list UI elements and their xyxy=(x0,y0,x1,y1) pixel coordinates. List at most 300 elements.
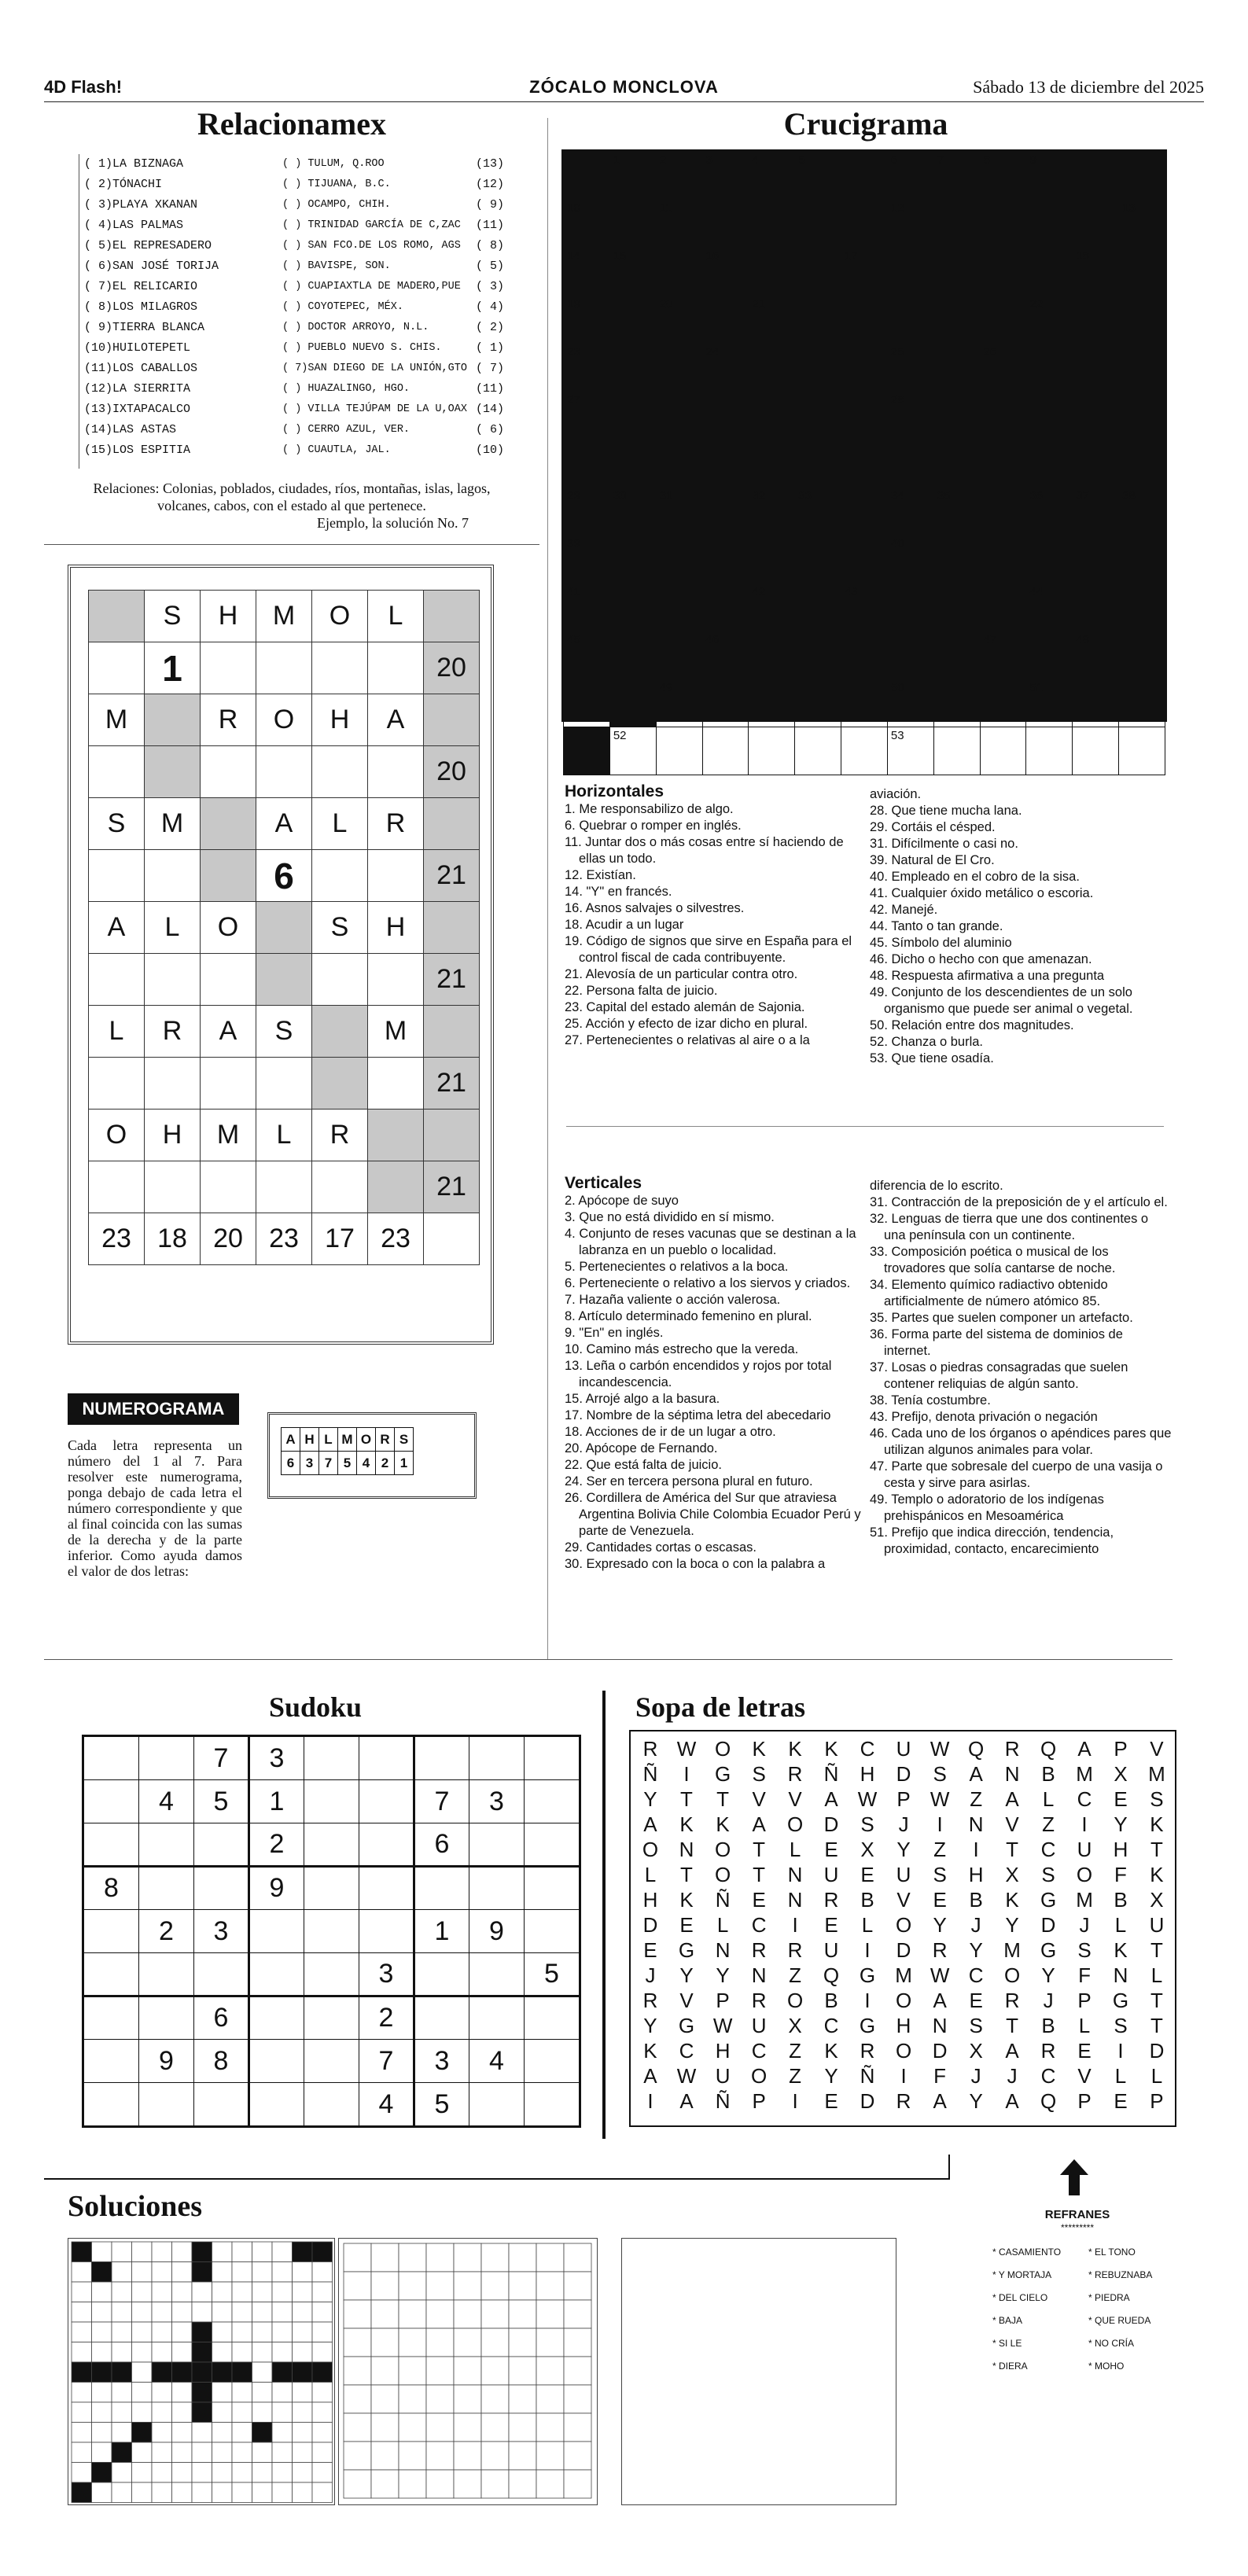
numerograma-sum[interactable]: 21 xyxy=(424,1058,480,1110)
crossword-cell[interactable] xyxy=(841,679,888,727)
word-search-letter[interactable]: P xyxy=(716,1988,730,2012)
sudoku-cell[interactable]: 5 xyxy=(194,1780,249,1823)
sudoku-cell[interactable]: 4 xyxy=(359,2083,414,2126)
crossword-cell[interactable]: 28 xyxy=(887,392,933,440)
numerograma-cell[interactable] xyxy=(89,954,145,1006)
word-search-letter[interactable]: X xyxy=(969,2038,983,2063)
word-search-letter[interactable]: T xyxy=(680,1862,693,1886)
crossword-cell[interactable] xyxy=(749,679,795,727)
sudoku-cell[interactable] xyxy=(304,1823,359,1867)
word-search-letter[interactable]: W xyxy=(930,1736,950,1761)
crossword-cell[interactable] xyxy=(887,631,933,679)
crossword-cell[interactable] xyxy=(702,535,749,583)
crossword-cell[interactable]: 36 xyxy=(1026,488,1073,535)
word-search-letter[interactable]: S xyxy=(1150,1787,1164,1811)
crossword-cell[interactable] xyxy=(980,200,1026,248)
numerograma-cell[interactable]: L xyxy=(145,902,201,954)
word-search-letter[interactable]: J xyxy=(645,1963,656,1987)
numerograma-cell[interactable]: S xyxy=(312,902,368,954)
word-search-letter[interactable]: N xyxy=(1004,1761,1020,1786)
sudoku-cell[interactable]: 3 xyxy=(414,2040,469,2083)
numerograma-sum[interactable]: 20 xyxy=(424,746,480,798)
numerograma-sum[interactable] xyxy=(424,1006,480,1058)
word-search-letter[interactable]: J xyxy=(970,1912,981,1937)
word-search-letter[interactable]: V xyxy=(1005,1812,1019,1836)
word-search-letter[interactable]: T xyxy=(1006,1837,1019,1861)
sudoku-cell[interactable] xyxy=(249,1953,304,1996)
crossword-cell[interactable]: 46 xyxy=(702,631,749,679)
crossword-block[interactable] xyxy=(1026,440,1073,488)
sudoku-cell[interactable]: 3 xyxy=(469,1780,525,1823)
crossword-cell[interactable] xyxy=(656,344,702,392)
crossword-cell[interactable] xyxy=(1119,392,1165,440)
word-search-letter[interactable]: W xyxy=(930,1963,950,1987)
word-search-letter[interactable]: B xyxy=(1041,1761,1055,1786)
word-search-letter[interactable]: R xyxy=(823,1887,839,1912)
word-search-letter[interactable]: A xyxy=(824,1787,838,1811)
sudoku-cell[interactable] xyxy=(525,1780,580,1823)
numerograma-sum[interactable]: 20 xyxy=(424,642,480,694)
word-search-letter[interactable]: N xyxy=(751,1963,767,1987)
numerograma-cell[interactable] xyxy=(256,746,312,798)
crossword-cell[interactable]: 3 xyxy=(702,152,749,200)
word-search-letter[interactable]: L xyxy=(1114,1912,1127,1937)
numerograma-cell[interactable]: H xyxy=(312,694,368,746)
crossword-cell[interactable] xyxy=(1026,631,1073,679)
numerograma-cell[interactable]: 6 xyxy=(256,850,312,902)
sudoku-cell[interactable]: 8 xyxy=(194,2040,249,2083)
word-search-letter[interactable]: R xyxy=(932,1938,948,1962)
word-search-letter[interactable]: U xyxy=(1149,1912,1165,1937)
numerograma-cell[interactable] xyxy=(145,694,201,746)
word-search-letter[interactable]: Ñ xyxy=(823,1761,839,1786)
crossword-cell[interactable] xyxy=(933,727,980,775)
sudoku-cell[interactable]: 7 xyxy=(194,1737,249,1780)
crossword-cell[interactable]: 23 xyxy=(564,344,610,392)
word-search-letter[interactable]: R xyxy=(1004,1736,1020,1761)
crossword-cell[interactable]: 32 xyxy=(749,488,795,535)
word-search-letter[interactable]: K xyxy=(752,1736,766,1761)
crossword-cell[interactable] xyxy=(1073,583,1119,631)
crossword-cell[interactable] xyxy=(980,679,1026,727)
word-search-letter[interactable]: Y xyxy=(896,1837,911,1861)
word-search-letter[interactable]: M xyxy=(895,1963,912,1987)
sudoku-cell[interactable] xyxy=(359,1867,414,1910)
word-search-letter[interactable]: K xyxy=(1005,1887,1019,1912)
crossword-cell[interactable] xyxy=(749,344,795,392)
sudoku-cell[interactable]: 9 xyxy=(249,1867,304,1910)
word-search-letter[interactable]: Y xyxy=(679,1963,694,1987)
word-search-letter[interactable]: N xyxy=(968,1812,984,1836)
crossword-cell[interactable] xyxy=(933,535,980,583)
word-search-letter[interactable]: S xyxy=(752,1761,766,1786)
sudoku-cell[interactable]: 9 xyxy=(469,1910,525,1953)
word-search-letter[interactable]: F xyxy=(1078,1963,1091,1987)
numerograma-cell[interactable]: M xyxy=(368,1006,424,1058)
numerograma-sum[interactable] xyxy=(424,902,480,954)
crossword-cell[interactable] xyxy=(702,488,749,535)
word-search-letter[interactable]: K xyxy=(679,1887,694,1912)
word-search-letter[interactable]: E xyxy=(824,1837,838,1861)
word-search-letter[interactable]: U xyxy=(1077,1837,1092,1861)
word-search-letter[interactable]: J xyxy=(1043,1988,1054,2012)
crossword-cell[interactable] xyxy=(656,727,702,775)
word-search-letter[interactable]: N xyxy=(679,1837,694,1861)
crossword-cell[interactable]: 51 xyxy=(1026,679,1073,727)
word-search-letter[interactable]: S xyxy=(1077,1938,1092,1962)
sudoku-cell[interactable] xyxy=(194,1867,249,1910)
numerograma-sum[interactable]: 23 xyxy=(368,1213,424,1265)
word-search-letter[interactable]: H xyxy=(1113,1837,1128,1861)
word-search-letter[interactable]: N xyxy=(787,1862,803,1886)
crossword-cell[interactable] xyxy=(1119,344,1165,392)
crossword-cell[interactable]: 10 xyxy=(564,200,610,248)
numerograma-cell[interactable] xyxy=(368,1161,424,1213)
sudoku-cell[interactable] xyxy=(249,2083,304,2126)
word-search-letter[interactable]: U xyxy=(896,1862,911,1886)
word-search-letter[interactable]: A xyxy=(1005,2088,1019,2113)
crossword-cell[interactable]: 21 xyxy=(749,296,795,344)
numerograma-cell[interactable]: M xyxy=(145,798,201,850)
word-search-letter[interactable]: S xyxy=(933,1761,947,1786)
numerograma-cell[interactable]: M xyxy=(256,591,312,642)
word-search-letter[interactable]: K xyxy=(824,1736,838,1761)
word-search-letter[interactable]: Q xyxy=(1040,1736,1057,1761)
word-search-letter[interactable]: V xyxy=(1150,1736,1164,1761)
word-search-letter[interactable]: G xyxy=(678,1938,695,1962)
numerograma-cell[interactable]: 1 xyxy=(145,642,201,694)
numerograma-sum[interactable]: 21 xyxy=(424,954,480,1006)
word-search-letter[interactable]: Y xyxy=(643,2013,657,2037)
crossword-block[interactable] xyxy=(1119,152,1165,200)
crossword-cell[interactable]: 14 xyxy=(564,248,610,296)
numerograma-cell[interactable]: A xyxy=(89,902,145,954)
word-search-letter[interactable]: Ñ xyxy=(715,1887,731,1912)
crossword-cell[interactable] xyxy=(1119,583,1165,631)
word-search-letter[interactable]: Y xyxy=(1005,1912,1019,1937)
crossword-cell[interactable] xyxy=(1026,727,1073,775)
word-search-letter[interactable]: H xyxy=(642,1887,658,1912)
word-search-letter[interactable]: C xyxy=(823,2013,839,2037)
numerograma-sum[interactable]: 23 xyxy=(89,1213,145,1265)
crossword-cell[interactable] xyxy=(933,631,980,679)
sudoku-cell[interactable] xyxy=(525,1867,580,1910)
word-search-letter[interactable]: N xyxy=(715,1938,731,1962)
sudoku-cell[interactable] xyxy=(414,1737,469,1780)
word-search-letter[interactable]: S xyxy=(969,2013,983,2037)
crossword-cell[interactable] xyxy=(980,535,1026,583)
word-search-letter[interactable]: V xyxy=(752,1787,766,1811)
numerograma-sum[interactable] xyxy=(424,1110,480,1161)
word-search-letter[interactable]: D xyxy=(860,2088,875,2113)
numerograma-cell[interactable] xyxy=(201,850,256,902)
word-search-letter[interactable]: G xyxy=(1040,1938,1057,1962)
sudoku-cell[interactable] xyxy=(304,1996,359,2040)
sudoku-cell[interactable]: 6 xyxy=(414,1823,469,1867)
crossword-cell[interactable] xyxy=(980,488,1026,535)
crossword-cell[interactable] xyxy=(749,200,795,248)
crossword-cell[interactable]: 34 xyxy=(887,488,933,535)
numerograma-cell[interactable]: H xyxy=(201,591,256,642)
word-search-letter[interactable]: T xyxy=(1150,2013,1163,2037)
word-search-letter[interactable]: T xyxy=(1150,1938,1163,1962)
word-search-letter[interactable]: L xyxy=(1150,1963,1163,1987)
word-search-letter[interactable]: E xyxy=(933,1887,947,1912)
numerograma-sum[interactable] xyxy=(424,798,480,850)
word-search-letter[interactable]: Y xyxy=(933,1912,947,1937)
word-search-letter[interactable]: T xyxy=(1150,1988,1163,2012)
numerograma-sum[interactable] xyxy=(424,591,480,642)
crossword-cell[interactable] xyxy=(702,296,749,344)
crossword-cell[interactable]: 35 xyxy=(933,488,980,535)
crossword-block[interactable] xyxy=(609,200,656,248)
numerograma-cell[interactable]: L xyxy=(312,798,368,850)
sudoku-cell[interactable] xyxy=(359,1910,414,1953)
word-search-letter[interactable]: H xyxy=(896,2013,911,2037)
word-search-letter[interactable]: V xyxy=(679,1988,694,2012)
word-search-letter[interactable]: P xyxy=(1077,1988,1092,2012)
crossword-cell[interactable]: 39 xyxy=(564,535,610,583)
word-search-letter[interactable]: O xyxy=(1003,1963,1021,1987)
crossword-cell[interactable] xyxy=(1073,679,1119,727)
word-search-letter[interactable]: T xyxy=(753,1862,766,1886)
crossword-cell[interactable] xyxy=(1073,200,1119,248)
word-search-letter[interactable]: M xyxy=(1076,1761,1093,1786)
word-search-letter[interactable]: K xyxy=(824,2038,838,2063)
sudoku-cell[interactable] xyxy=(249,1910,304,1953)
sudoku-cell[interactable] xyxy=(525,2083,580,2126)
crossword-cell[interactable] xyxy=(609,583,656,631)
word-search-letter[interactable]: A xyxy=(933,1988,947,2012)
word-search-letter[interactable]: M xyxy=(1148,1761,1165,1786)
crossword-cell[interactable] xyxy=(749,631,795,679)
crossword-cell[interactable]: 8 xyxy=(980,152,1026,200)
crossword-cell[interactable] xyxy=(656,583,702,631)
numerograma-cell[interactable] xyxy=(89,591,145,642)
sudoku-cell[interactable] xyxy=(525,1996,580,2040)
numerograma-cell[interactable]: R xyxy=(312,1110,368,1161)
numerograma-cell[interactable]: A xyxy=(368,694,424,746)
word-search-letter[interactable]: G xyxy=(678,2013,695,2037)
sudoku-cell[interactable] xyxy=(304,1780,359,1823)
word-search-letter[interactable]: E xyxy=(860,1862,874,1886)
sudoku-cell[interactable]: 1 xyxy=(414,1910,469,1953)
crossword-cell[interactable]: 19 xyxy=(564,296,610,344)
word-search-letter[interactable]: D xyxy=(896,1761,911,1786)
numerograma-sum[interactable] xyxy=(424,694,480,746)
crossword-cell[interactable]: 47 xyxy=(980,631,1026,679)
crossword-cell[interactable] xyxy=(887,583,933,631)
word-search-letter[interactable]: F xyxy=(1114,1862,1127,1886)
crossword-cell[interactable] xyxy=(749,392,795,440)
crossword-cell[interactable] xyxy=(702,392,749,440)
crossword-cell[interactable] xyxy=(702,440,749,488)
crossword-cell[interactable]: 22 xyxy=(1026,296,1073,344)
numerograma-cell[interactable]: R xyxy=(145,1006,201,1058)
word-search-letter[interactable]: E xyxy=(679,1912,694,1937)
crossword-block[interactable] xyxy=(702,583,749,631)
crossword-cell[interactable]: 4 xyxy=(749,152,795,200)
numerograma-cell[interactable] xyxy=(256,954,312,1006)
word-search-letter[interactable]: O xyxy=(714,1862,731,1886)
word-search-letter[interactable]: G xyxy=(859,1963,876,1987)
word-search-letter[interactable]: L xyxy=(716,1912,729,1937)
crossword-block[interactable] xyxy=(609,679,656,727)
word-search-letter[interactable]: O xyxy=(895,2038,912,2063)
word-search-letter[interactable]: R xyxy=(751,1988,767,2012)
sudoku-cell[interactable] xyxy=(304,1953,359,1996)
word-search-letter[interactable]: X xyxy=(860,1837,874,1861)
crossword-cell[interactable] xyxy=(702,727,749,775)
crossword-block[interactable] xyxy=(887,440,933,488)
numerograma-cell[interactable] xyxy=(201,746,256,798)
word-search-letter[interactable]: A xyxy=(1077,1736,1092,1761)
crossword-cell[interactable]: 25 xyxy=(887,344,933,392)
numerograma-cell[interactable] xyxy=(201,954,256,1006)
numerograma-cell[interactable]: L xyxy=(256,1110,312,1161)
word-search-letter[interactable]: E xyxy=(824,1912,838,1937)
numerograma-cell[interactable] xyxy=(368,954,424,1006)
sudoku-cell[interactable] xyxy=(84,1953,139,1996)
word-search-letter[interactable]: X xyxy=(1005,1862,1019,1886)
crossword-cell[interactable] xyxy=(1026,392,1073,440)
word-search-letter[interactable]: G xyxy=(1040,1887,1057,1912)
word-search-letter[interactable]: M xyxy=(1076,1887,1093,1912)
word-search-letter[interactable]: Q xyxy=(968,1736,985,1761)
numerograma-cell[interactable] xyxy=(312,642,368,694)
crossword-block[interactable] xyxy=(980,583,1026,631)
crossword-cell[interactable]: 40 xyxy=(887,535,933,583)
numerograma-cell[interactable] xyxy=(89,1058,145,1110)
crossword-cell[interactable] xyxy=(933,392,980,440)
crossword-cell[interactable] xyxy=(933,679,980,727)
word-search-letter[interactable]: O xyxy=(714,1736,731,1761)
crossword-cell[interactable] xyxy=(656,392,702,440)
crossword-cell[interactable]: 16 xyxy=(702,248,749,296)
crossword-block[interactable] xyxy=(1073,440,1119,488)
crossword-cell[interactable]: 33 xyxy=(795,488,841,535)
crossword-cell[interactable] xyxy=(795,679,841,727)
sudoku-cell[interactable] xyxy=(84,1737,139,1780)
crossword-cell[interactable] xyxy=(1026,248,1073,296)
crossword-cell[interactable]: 43 xyxy=(841,583,888,631)
numerograma-cell[interactable] xyxy=(201,642,256,694)
crossword-cell[interactable]: 48 xyxy=(1073,631,1119,679)
word-search-letter[interactable]: A xyxy=(643,2063,657,2088)
crossword-cell[interactable] xyxy=(749,248,795,296)
word-search-letter[interactable]: C xyxy=(1040,1837,1056,1861)
word-search-letter[interactable]: M xyxy=(1003,1938,1021,1962)
sudoku-cell[interactable] xyxy=(139,1823,194,1867)
numerograma-cell[interactable] xyxy=(312,954,368,1006)
word-search-letter[interactable]: U xyxy=(823,1862,839,1886)
numerograma-cell[interactable] xyxy=(201,1058,256,1110)
word-search-letter[interactable]: Z xyxy=(933,1837,947,1861)
crossword-cell[interactable] xyxy=(933,344,980,392)
word-search-letter[interactable]: A xyxy=(1005,2038,1019,2063)
numerograma-cell[interactable]: L xyxy=(89,1006,145,1058)
word-search-letter[interactable]: J xyxy=(1007,2063,1018,2088)
numerograma-cell[interactable] xyxy=(89,850,145,902)
sudoku-cell[interactable]: 9 xyxy=(139,2040,194,2083)
word-search-letter[interactable]: N xyxy=(1113,1963,1128,1987)
crossword-block[interactable] xyxy=(564,727,610,775)
word-search-letter[interactable]: I xyxy=(864,1988,871,2012)
numerograma-cell[interactable]: S xyxy=(145,591,201,642)
word-search-letter[interactable]: N xyxy=(932,2013,948,2037)
sudoku-cell[interactable] xyxy=(414,1996,469,2040)
word-search-letter[interactable]: Ñ xyxy=(715,2088,731,2113)
word-search-letter[interactable]: W xyxy=(712,2013,733,2037)
crossword-cell[interactable] xyxy=(795,248,841,296)
sudoku-cell[interactable] xyxy=(525,1823,580,1867)
word-search-letter[interactable]: D xyxy=(896,1938,911,1962)
word-search-letter[interactable]: O xyxy=(751,2063,768,2088)
sudoku-cell[interactable] xyxy=(249,2040,304,2083)
word-search-letter[interactable]: E xyxy=(969,1988,983,2012)
word-search-letter[interactable]: K xyxy=(1114,1938,1128,1962)
sudoku-cell[interactable] xyxy=(194,1823,249,1867)
sudoku-cell[interactable] xyxy=(525,1910,580,1953)
numerograma-cell[interactable] xyxy=(145,1058,201,1110)
crossword-cell[interactable] xyxy=(980,296,1026,344)
sudoku-cell[interactable] xyxy=(139,1953,194,1996)
word-search-letter[interactable]: J xyxy=(898,1812,909,1836)
word-search-letter[interactable]: O xyxy=(786,1988,804,2012)
word-search-letter[interactable]: O xyxy=(714,1837,731,1861)
word-search-letter[interactable]: L xyxy=(1114,2063,1127,2088)
word-search-letter[interactable]: L xyxy=(1078,2013,1091,2037)
crossword-cell[interactable] xyxy=(887,296,933,344)
word-search-letter[interactable]: X xyxy=(1150,1887,1164,1912)
word-search-letter[interactable]: Ñ xyxy=(860,2063,875,2088)
word-search-letter[interactable]: J xyxy=(970,2063,981,2088)
numerograma-cell[interactable]: A xyxy=(201,1006,256,1058)
numerograma-sum[interactable]: 17 xyxy=(312,1213,368,1265)
word-search-letter[interactable]: A xyxy=(1005,1787,1019,1811)
sudoku-cell[interactable]: 6 xyxy=(194,1996,249,2040)
crossword-cell[interactable] xyxy=(980,440,1026,488)
word-search-letter[interactable]: C xyxy=(860,1736,875,1761)
sudoku-cell[interactable] xyxy=(469,2083,525,2126)
crossword-cell[interactable] xyxy=(887,248,933,296)
crossword-cell[interactable] xyxy=(795,631,841,679)
sudoku-cell[interactable]: 4 xyxy=(469,2040,525,2083)
word-search-letter[interactable]: P xyxy=(1114,1736,1128,1761)
crossword-cell[interactable]: 52 xyxy=(609,727,656,775)
word-search-letter[interactable]: V xyxy=(896,1887,911,1912)
sudoku-cell[interactable] xyxy=(84,2083,139,2126)
word-search-letter[interactable]: S xyxy=(1114,2013,1128,2037)
crossword-block[interactable] xyxy=(841,392,888,440)
word-search-letter[interactable]: V xyxy=(788,1787,802,1811)
word-search-letter[interactable]: B xyxy=(860,1887,874,1912)
word-search-letter[interactable]: Z xyxy=(1042,1812,1055,1836)
crossword-cell[interactable]: 45 xyxy=(564,631,610,679)
crossword-cell[interactable] xyxy=(1026,535,1073,583)
word-search-letter[interactable]: P xyxy=(1150,2088,1164,2113)
crossword-cell[interactable] xyxy=(702,679,749,727)
word-search-letter[interactable]: Ñ xyxy=(642,1761,658,1786)
numerograma-cell[interactable]: H xyxy=(368,902,424,954)
crossword-block[interactable] xyxy=(656,440,702,488)
word-search-letter[interactable]: I xyxy=(973,1837,979,1861)
numerograma-cell[interactable] xyxy=(368,642,424,694)
crossword-cell[interactable] xyxy=(1119,727,1165,775)
word-search-letter[interactable]: I xyxy=(647,2088,653,2113)
word-search-letter[interactable]: I xyxy=(1117,2038,1124,2063)
crossword-cell[interactable] xyxy=(1119,535,1165,583)
